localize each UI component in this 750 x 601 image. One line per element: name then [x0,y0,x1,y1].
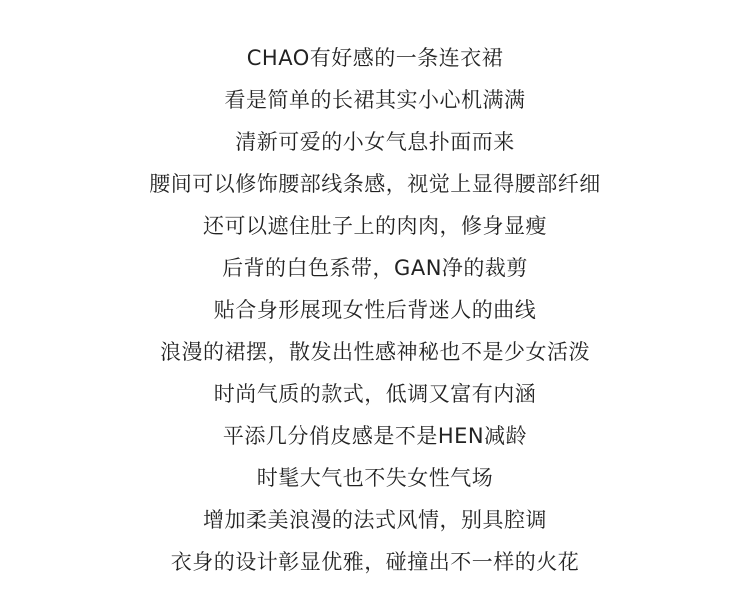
description-line: 增加柔美浪漫的法式风情，别具腔调 [203,508,547,532]
description-line: 衣身的设计彰显优雅，碰撞出不一样的火花 [170,550,580,574]
description-line: 平添几分俏皮感是不是HEN减龄 [222,424,528,448]
description-line: 还可以遮住肚子上的肉肉，修身显瘦 [203,214,547,238]
description-line: 清新可爱的小女气息扑面而来 [235,130,515,154]
description-line: 浪漫的裙摆，散发出性感神秘也不是少女活泼 [160,340,590,364]
description-line: 时髦大气也不失女性气场 [256,466,494,490]
description-line: CHAO有好感的一条连衣裙 [246,46,504,70]
description-line: 后背的白色系带，GAN净的裁剪 [222,256,528,280]
description-line: 时尚气质的款式，低调又富有内涵 [213,382,537,406]
description-line: 看是简单的长裙其实小心机满满 [224,88,526,112]
description-line: 腰间可以修饰腰部线条感，视觉上显得腰部纤细 [149,172,601,196]
description-line: 贴合身形展现女性后背迷人的曲线 [213,298,537,322]
